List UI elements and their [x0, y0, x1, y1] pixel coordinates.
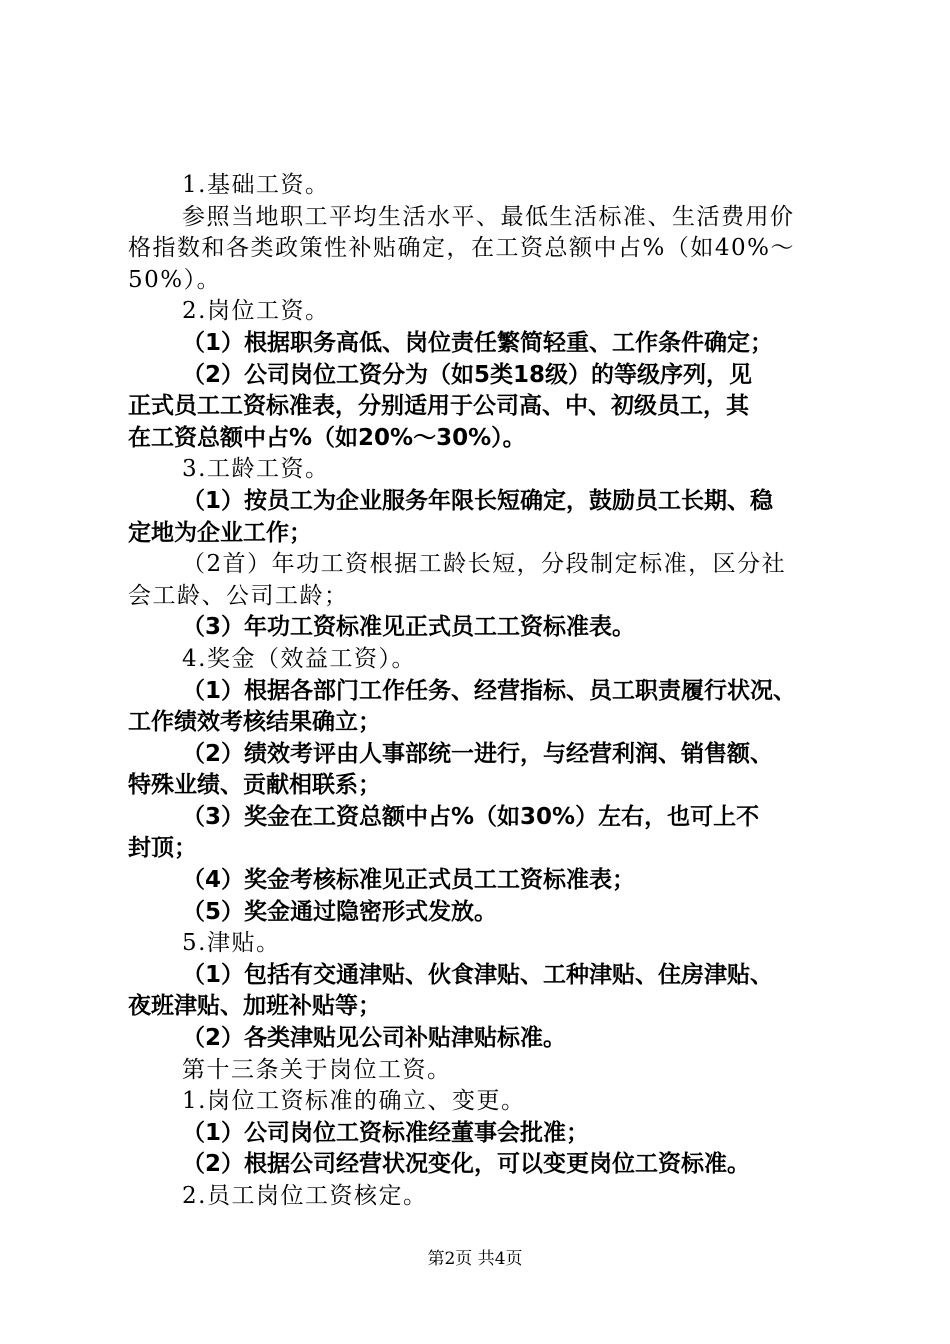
paragraph-line: 格指数和各类政策性补贴确定，在工资总额中占%（如40%～	[128, 235, 795, 262]
paragraph-line: 特殊业绩、贡献相联系；	[128, 772, 381, 799]
paragraph-line: （2）各类津贴见公司补贴津贴标准。	[182, 1025, 567, 1052]
paragraph-line: （1）公司岗位工资标准经董事会批准；	[182, 1119, 590, 1146]
paragraph-line: 参照当地职工平均生活水平、最低生活标准、生活费用价	[182, 203, 795, 230]
paragraph-line: （2）根据公司经营状况变化，可以变更岗位工资标准。	[182, 1151, 751, 1178]
page-footer: 第2页 共4页	[427, 1249, 523, 1269]
paragraph-line: （1）根据各部门工作任务、经营指标、员工职责履行状况、	[182, 677, 797, 704]
section-heading-basic-wage: 1.基础工资。	[182, 172, 330, 198]
paragraph-line: 在工资总额中占%（如20%～30%）。	[128, 424, 526, 451]
document-body	[128, 170, 834, 1213]
section-heading-bonus: 4.奖金（效益工资）。	[182, 645, 416, 672]
section-heading-allowance: 5.津贴。	[182, 930, 281, 957]
section-heading-seniority-wage: 3.工龄工资。	[182, 456, 330, 483]
section-heading-position-wage: 2.岗位工资。	[182, 298, 330, 325]
section-heading-position-verification: 2.员工岗位工资核定。	[182, 1183, 428, 1209]
article-heading: 第十三条关于岗位工资。	[182, 1056, 452, 1083]
section-heading-position-standard: 1.岗位工资标准的确立、变更。	[182, 1088, 526, 1115]
paragraph-line: 定地为企业工作；	[128, 519, 312, 546]
paragraph-line: （1）包括有交通津贴、伙食津贴、工种津贴、住房津贴、	[182, 961, 774, 988]
paragraph-line: （4）奖金考核标准见正式员工工资标准表；	[182, 867, 636, 894]
paragraph-line: （2首）年功工资根据工龄长短，分段制定标准，区分社	[182, 551, 787, 578]
paragraph-line: （2）绩效考评由人事部统一进行，与经营利润、销售额、	[182, 740, 774, 767]
paragraph-line: （1）根据职务高低、岗位责任繁简轻重、工作条件确定；	[182, 329, 774, 356]
paragraph-line: 会工龄、公司工龄；	[128, 582, 349, 609]
paragraph-line: 正式员工工资标准表，分别适用于公司高、中、初级员工，其	[128, 393, 749, 420]
paragraph-line: （2）公司岗位工资分为（如5类18级）的等级序列，见	[182, 361, 753, 388]
paragraph-line: 50%）。	[128, 266, 222, 293]
paragraph-line: 工作绩效考核结果确立；	[128, 709, 381, 736]
paragraph-line: （3）奖金在工资总额中占%（如30%）左右，也可上不	[182, 803, 760, 830]
paragraph-line: （5）奖金通过隐密形式发放。	[182, 898, 498, 925]
paragraph-line: （3）年功工资标准见正式员工工资标准表。	[182, 614, 636, 641]
paragraph-line: （1）按员工为企业服务年限长短确定，鼓励员工长期、稳	[182, 487, 774, 514]
paragraph-line: 封顶；	[128, 835, 197, 862]
paragraph-line: 夜班津贴、加班补贴等；	[128, 993, 381, 1020]
